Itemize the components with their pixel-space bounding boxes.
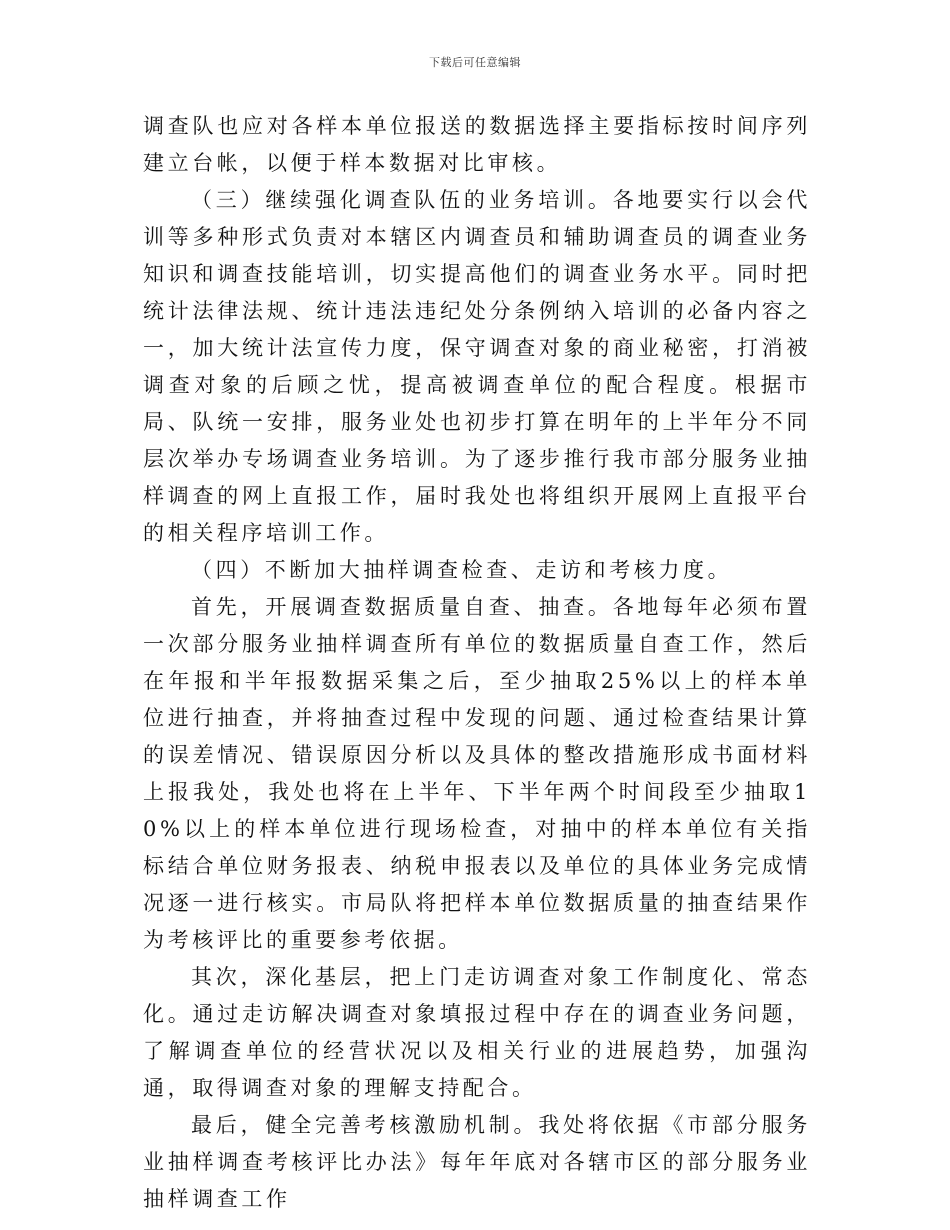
paragraph-first-self-check: 首先，开展调查数据质量自查、抽查。各地每年必须布置一次部分服务业抽样调查所有单位的数据质量自查工作，然后在年报和半年报数据采集之后，至少抽取25%以上的样本单位进行抽查，并将抽查过程中发现的问题、通过检查结果计算的误差情况、错误原因分析以及具体的整改措施形成书面材料上报我处，我处也将在上半年、下半年两个时间段至少抽取10%以上的样本单位进行现场检查，对抽中的样本单位有关指标结合单位财务报表、纳税申报表以及单位的具体业务完成情况逐一进行核实。市局队将把样本单位数据质量的抽查结果作为考核评比的重要参考依据。 bbox=[143, 595, 811, 952]
paragraph-last-incentives: 最后，健全完善考核激励机制。我处将依据《市部分服务业抽样调查考核评比办法》每年年底对各辖市区的部分服务业抽样调查工作 bbox=[143, 1113, 811, 1211]
paragraph-second-visits: 其次，深化基层，把上门走访调查对象工作制度化、常态化。通过走访解决调查对象填报过程中存在的调查业务问题，了解调查单位的经营状况以及相关行业的进展趋势，加强沟通，取得调查对象的理解支持配合。 bbox=[143, 965, 811, 1100]
page-header: 下载后可任意编辑 bbox=[429, 56, 521, 69]
document-body bbox=[143, 108, 811, 1218]
paragraph-ledger: 调查队也应对各样本单位报送的数据选择主要指标按时间序列建立台帐，以便于样本数据对比审核。 bbox=[143, 114, 811, 175]
paragraph-section-heading: （四）不断加大抽样调查检查、走访和考核力度。 bbox=[191, 558, 733, 582]
paragraph-training: （三）继续强化调查队伍的业务培训。各地要实行以会代训等多种形式负责对本辖区内调查员和辅助调查员的调查业务知识和调查技能培训，切实提高他们的调查业务水平。同时把统计法律法规、统计违法违纪处分条例纳入培训的必备内容之一，加大统计法宣传力度，保守调查对象的商业秘密，打消被调查对象的后顾之忧，提高被调查单位的配合程度。根据市局、队统一安排，服务业处也初步打算在明年的上半年分不同层次举办专场调查业务培训。为了逐步推行我市部分服务业抽样调查的网上直报工作，届时我处也将组织开展网上直报平台的相关程序培训工作。 bbox=[143, 188, 811, 545]
